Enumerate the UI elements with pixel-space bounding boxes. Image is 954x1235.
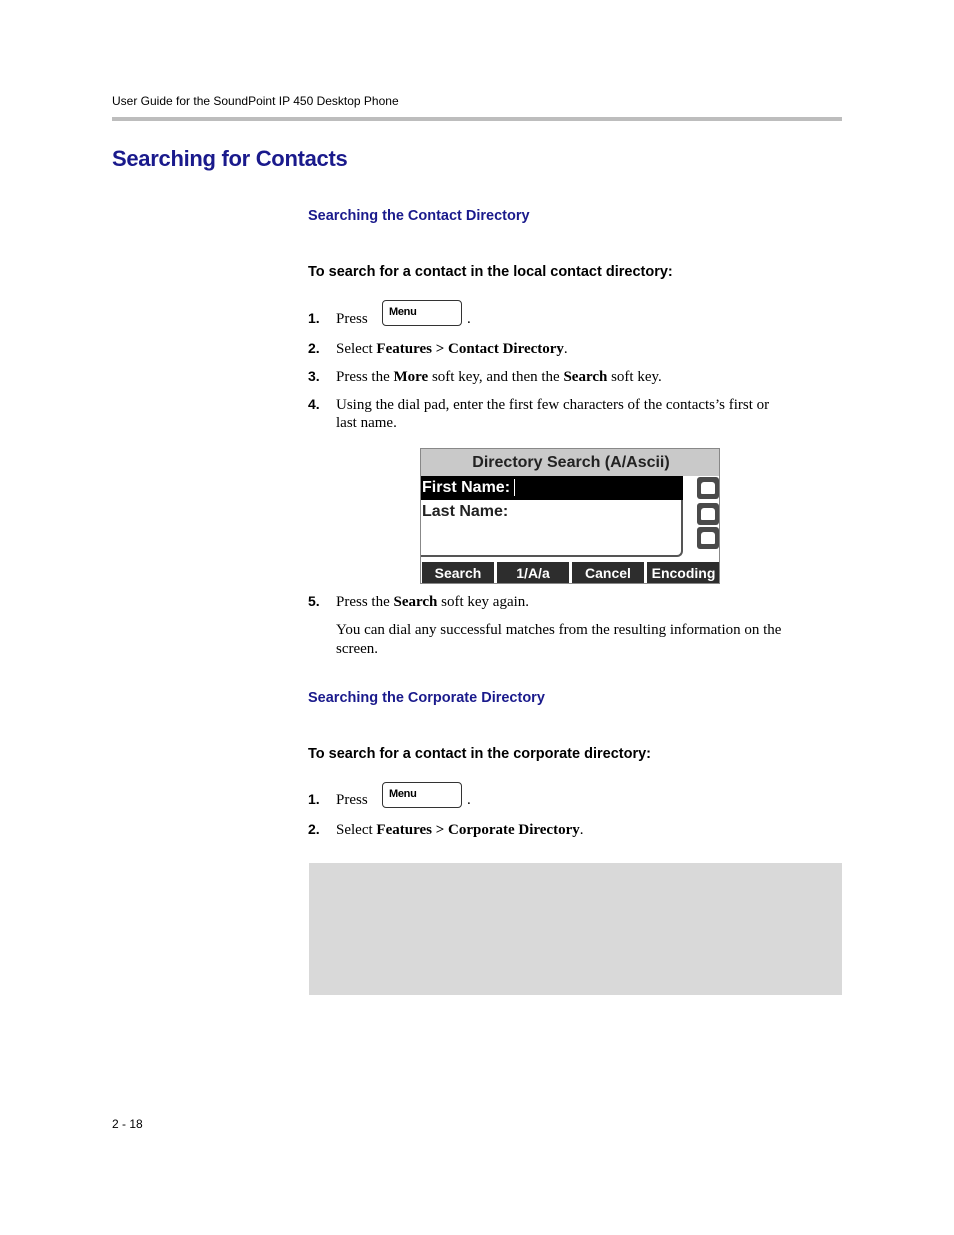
softkey-cancel[interactable]: Cancel: [572, 562, 644, 584]
step-number: 3.: [308, 368, 320, 384]
note-box: [309, 863, 842, 995]
section-heading-contact-directory: Searching the Contact Directory: [308, 208, 530, 224]
procedure-title-corporate: To search for a contact in the corporate directory:: [308, 746, 651, 762]
page-number: 2 - 18: [112, 1117, 143, 1131]
step-text-line2: last name.: [336, 415, 397, 431]
step-number: 2.: [308, 340, 320, 356]
softkey-bar: [421, 562, 720, 584]
softkey-encoding[interactable]: Encoding: [647, 562, 720, 584]
step-number: 2.: [308, 821, 320, 837]
step-number: 5.: [308, 593, 320, 609]
step-text-line1: Using the dial pad, enter the first few characters of the contacts’s first or: [336, 397, 770, 413]
step-number: 1.: [308, 791, 320, 807]
phone-screen-directory-search: [420, 448, 720, 584]
phone-icon: [697, 477, 719, 499]
page-title: Searching for Contacts: [112, 146, 348, 171]
last-name-field[interactable]: Last Name:: [422, 503, 509, 520]
step-text: Press the Search soft key again.: [336, 594, 530, 610]
step-text: Select Features > Contact Directory.: [336, 341, 568, 357]
header-rule: [112, 117, 842, 121]
screen-title: Directory Search (A/Ascii): [421, 449, 720, 476]
menu-key-label: Menu: [389, 788, 417, 800]
step-period: .: [467, 311, 471, 327]
procedure-title-local: To search for a contact in the local contact directory:: [308, 264, 673, 280]
step-period: .: [467, 792, 471, 808]
menu-key-icon: [382, 300, 462, 326]
menu-key-icon: [382, 782, 462, 808]
step-text: Press: [336, 792, 368, 808]
section-heading-corporate-directory: Searching the Corporate Directory: [308, 690, 545, 706]
phone-icon: [697, 527, 719, 549]
phone-icon: [697, 503, 719, 525]
step-number: 1.: [308, 310, 320, 326]
step-note-line2: screen.: [336, 641, 379, 657]
step-text: Select Features > Corporate Directory.: [336, 822, 584, 838]
step-note-line1: You can dial any successful matches from the resulting information on the: [336, 622, 782, 638]
step-text: Press the More soft key, and then the Search soft key.: [336, 369, 662, 385]
step-text: Press: [336, 311, 368, 327]
first-name-field[interactable]: First Name:: [421, 476, 683, 500]
step-number: 4.: [308, 396, 320, 412]
running-header: User Guide for the SoundPoint IP 450 Desktop Phone: [112, 94, 399, 108]
menu-key-label: Menu: [389, 306, 417, 318]
softkey-1-a-a[interactable]: 1/A/a: [497, 562, 569, 584]
softkey-search[interactable]: Search: [422, 562, 494, 584]
